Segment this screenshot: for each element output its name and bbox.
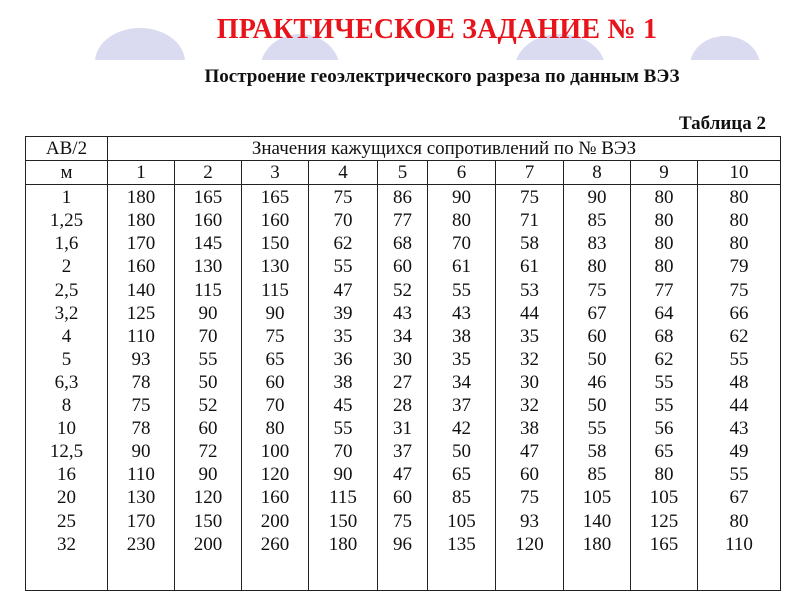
ab-half-value: 4	[26, 325, 108, 348]
resistivity-cell: 39	[309, 302, 378, 325]
resistivity-cell: 43	[698, 417, 781, 440]
resistivity-cell: 34	[428, 371, 496, 394]
resistivity-cell: 80	[242, 417, 309, 440]
table-row	[26, 394, 781, 417]
resistivity-cell: 58	[564, 440, 631, 463]
resistivity-cell: 38	[496, 417, 564, 440]
resistivity-cell: 200	[175, 533, 242, 556]
resistivity-cell: 120	[496, 533, 564, 556]
ab-half-value: 16	[26, 463, 108, 486]
ab-half-value: 8	[26, 394, 108, 417]
resistivity-cell: 35	[428, 348, 496, 371]
column-header-vez-6: 6	[428, 161, 496, 185]
resistivity-cell: 110	[108, 463, 175, 486]
resistivity-cell: 64	[631, 302, 698, 325]
resistivity-cell: 34	[378, 325, 428, 348]
resistivity-cell: 68	[631, 325, 698, 348]
resistivity-cell: 85	[564, 463, 631, 486]
resistivity-cell: 80	[428, 209, 496, 232]
spacer-cell	[496, 556, 564, 591]
resistivity-cell: 80	[631, 185, 698, 210]
resistivity-cell: 75	[378, 510, 428, 533]
resistivity-cell: 90	[309, 463, 378, 486]
table-row	[26, 185, 781, 210]
spacer-cell	[378, 556, 428, 591]
resistivity-cell: 160	[242, 209, 309, 232]
resistivity-cell: 85	[428, 486, 496, 509]
column-header-vez-7: 7	[496, 161, 564, 185]
resistivity-cell: 37	[378, 440, 428, 463]
resistivity-cell: 32	[496, 394, 564, 417]
resistivity-cell: 61	[496, 255, 564, 278]
table-row	[26, 440, 781, 463]
resistivity-cell: 165	[242, 185, 309, 210]
resistivity-cell: 77	[378, 209, 428, 232]
spacer-cell	[564, 556, 631, 591]
resistivity-cell: 130	[108, 486, 175, 509]
resistivity-cell: 75	[309, 185, 378, 210]
resistivity-cell: 72	[175, 440, 242, 463]
resistivity-cell: 50	[564, 348, 631, 371]
resistivity-cell: 49	[698, 440, 781, 463]
table-row	[26, 255, 781, 278]
resistivity-cell: 52	[175, 394, 242, 417]
resistivity-cell: 36	[309, 348, 378, 371]
table-row	[26, 417, 781, 440]
ab-half-value: 6,3	[26, 371, 108, 394]
resistivity-cell: 78	[108, 417, 175, 440]
resistivity-cell: 80	[631, 232, 698, 255]
resistivity-cell: 65	[242, 348, 309, 371]
resistivity-cell: 56	[631, 417, 698, 440]
table-row	[26, 348, 781, 371]
resistivity-cell: 60	[378, 255, 428, 278]
column-header-vez-4: 4	[309, 161, 378, 185]
resistivity-cell: 30	[378, 348, 428, 371]
resistivity-cell: 80	[564, 255, 631, 278]
resistivity-cell: 230	[108, 533, 175, 556]
resistivity-cell: 55	[631, 371, 698, 394]
resistivity-cell: 28	[378, 394, 428, 417]
resistivity-cell: 180	[108, 185, 175, 210]
ab-half-value: 1,6	[26, 232, 108, 255]
resistivity-cell: 80	[698, 510, 781, 533]
resistivity-cell: 90	[175, 302, 242, 325]
column-header-vez-5: 5	[378, 161, 428, 185]
resistivity-cell: 130	[242, 255, 309, 278]
column-header-vez-1: 1	[108, 161, 175, 185]
resistivity-cell: 120	[242, 463, 309, 486]
resistivity-cell: 70	[242, 394, 309, 417]
resistivity-cell: 35	[496, 325, 564, 348]
table-row	[26, 533, 781, 556]
resistivity-cell: 30	[496, 371, 564, 394]
resistivity-cell: 52	[378, 279, 428, 302]
column-header-vez-8: 8	[564, 161, 631, 185]
resistivity-cell: 50	[175, 371, 242, 394]
table-row	[26, 325, 781, 348]
resistivity-cell: 135	[428, 533, 496, 556]
resistivity-cell: 67	[564, 302, 631, 325]
resistivity-cell: 38	[428, 325, 496, 348]
resistivity-cell: 27	[378, 371, 428, 394]
resistivity-table	[25, 136, 781, 591]
resistivity-cell: 53	[496, 279, 564, 302]
resistivity-cell: 83	[564, 232, 631, 255]
table-row	[26, 463, 781, 486]
resistivity-cell: 80	[698, 209, 781, 232]
table-row	[26, 232, 781, 255]
ab-unit-header: м	[26, 161, 108, 185]
resistivity-cell: 68	[378, 232, 428, 255]
table-row	[26, 486, 781, 509]
resistivity-cell: 130	[175, 255, 242, 278]
resistivity-cell: 75	[108, 394, 175, 417]
spacer-cell	[242, 556, 309, 591]
resistivity-cell: 55	[564, 417, 631, 440]
resistivity-cell: 38	[309, 371, 378, 394]
resistivity-cell: 78	[108, 371, 175, 394]
resistivity-cell: 80	[631, 255, 698, 278]
resistivity-cell: 31	[378, 417, 428, 440]
column-header-vez-9: 9	[631, 161, 698, 185]
ab-half-value: 5	[26, 348, 108, 371]
resistivity-cell: 90	[428, 185, 496, 210]
resistivity-cell: 80	[631, 463, 698, 486]
ab-half-value: 10	[26, 417, 108, 440]
spacer-cell	[108, 556, 175, 591]
resistivity-cell: 60	[175, 417, 242, 440]
ab-half-value: 1,25	[26, 209, 108, 232]
resistivity-cell: 55	[309, 255, 378, 278]
resistivity-cell: 75	[242, 325, 309, 348]
resistivity-cell: 43	[428, 302, 496, 325]
resistivity-cell: 105	[564, 486, 631, 509]
resistivity-cell: 70	[309, 209, 378, 232]
resistivity-cell: 42	[428, 417, 496, 440]
resistivity-cell: 55	[175, 348, 242, 371]
spacer-cell	[698, 556, 781, 591]
resistivity-cell: 43	[378, 302, 428, 325]
resistivity-cell: 90	[175, 463, 242, 486]
resistivity-cell: 100	[242, 440, 309, 463]
resistivity-cell: 47	[378, 463, 428, 486]
ab-half-value: 12,5	[26, 440, 108, 463]
resistivity-cell: 55	[698, 463, 781, 486]
resistivity-cell: 96	[378, 533, 428, 556]
resistivity-cell: 160	[242, 486, 309, 509]
resistivity-cell: 90	[108, 440, 175, 463]
resistivity-cell: 200	[242, 510, 309, 533]
resistivity-cell: 75	[496, 185, 564, 210]
resistivity-cell: 62	[698, 325, 781, 348]
resistivity-cell: 180	[564, 533, 631, 556]
table-row	[26, 510, 781, 533]
resistivity-cell: 66	[698, 302, 781, 325]
spacer-cell	[428, 556, 496, 591]
resistivity-cell: 160	[175, 209, 242, 232]
resistivity-cell: 90	[564, 185, 631, 210]
resistivity-cell: 45	[309, 394, 378, 417]
resistivity-cell: 44	[698, 394, 781, 417]
resistivity-cell: 80	[698, 185, 781, 210]
ab-half-value: 32	[26, 533, 108, 556]
resistivity-cell: 32	[496, 348, 564, 371]
slide-title: ПРАКТИЧЕСКОЕ ЗАДАНИЕ № 1	[216, 14, 658, 45]
resistivity-cell: 67	[698, 486, 781, 509]
table-row	[26, 302, 781, 325]
resistivity-cell: 170	[108, 510, 175, 533]
resistivity-cell: 61	[428, 255, 496, 278]
resistivity-cell: 180	[309, 533, 378, 556]
resistivity-cell: 70	[309, 440, 378, 463]
group-header: Значения кажущихся сопротивлений по № ВЭЗ	[108, 137, 781, 161]
resistivity-cell: 150	[242, 232, 309, 255]
resistivity-cell: 60	[496, 463, 564, 486]
resistivity-cell: 50	[564, 394, 631, 417]
column-header-vez-3: 3	[242, 161, 309, 185]
resistivity-cell: 170	[108, 232, 175, 255]
resistivity-cell: 35	[309, 325, 378, 348]
resistivity-cell: 75	[564, 279, 631, 302]
resistivity-cell: 110	[698, 533, 781, 556]
resistivity-cell: 80	[698, 232, 781, 255]
resistivity-cell: 62	[631, 348, 698, 371]
resistivity-cell: 140	[564, 510, 631, 533]
column-header-vez-10: 10	[698, 161, 781, 185]
resistivity-cell: 55	[698, 348, 781, 371]
subtitle: Построение геоэлектрического разреза по данным ВЭЗ	[204, 66, 680, 87]
resistivity-cell: 125	[631, 510, 698, 533]
resistivity-cell: 80	[631, 209, 698, 232]
resistivity-cell: 260	[242, 533, 309, 556]
resistivity-cell: 115	[242, 279, 309, 302]
resistivity-cell: 90	[242, 302, 309, 325]
resistivity-cell: 71	[496, 209, 564, 232]
table-caption: Таблица 2	[678, 113, 766, 134]
ab-half-value: 2,5	[26, 279, 108, 302]
spacer-cell	[309, 556, 378, 591]
resistivity-cell: 46	[564, 371, 631, 394]
resistivity-table-wrapper	[25, 136, 780, 591]
resistivity-cell: 120	[175, 486, 242, 509]
resistivity-cell: 115	[175, 279, 242, 302]
resistivity-cell: 110	[108, 325, 175, 348]
resistivity-cell: 85	[564, 209, 631, 232]
resistivity-cell: 160	[108, 255, 175, 278]
resistivity-cell: 60	[378, 486, 428, 509]
ab-half-value: 25	[26, 510, 108, 533]
resistivity-cell: 55	[309, 417, 378, 440]
resistivity-cell: 65	[631, 440, 698, 463]
resistivity-cell: 55	[631, 394, 698, 417]
ab-half-value: 3,2	[26, 302, 108, 325]
resistivity-cell: 180	[108, 209, 175, 232]
resistivity-cell: 77	[631, 279, 698, 302]
resistivity-cell: 165	[631, 533, 698, 556]
resistivity-cell: 75	[496, 486, 564, 509]
spacer-cell	[175, 556, 242, 591]
resistivity-cell: 65	[428, 463, 496, 486]
column-header-vez-2: 2	[175, 161, 242, 185]
resistivity-cell: 62	[309, 232, 378, 255]
resistivity-cell: 79	[698, 255, 781, 278]
resistivity-cell: 105	[428, 510, 496, 533]
resistivity-cell: 50	[428, 440, 496, 463]
resistivity-cell: 47	[309, 279, 378, 302]
resistivity-cell: 37	[428, 394, 496, 417]
resistivity-cell: 115	[309, 486, 378, 509]
table-row	[26, 371, 781, 394]
resistivity-cell: 60	[564, 325, 631, 348]
resistivity-cell: 55	[428, 279, 496, 302]
table-row	[26, 279, 781, 302]
resistivity-cell: 140	[108, 279, 175, 302]
resistivity-cell: 150	[309, 510, 378, 533]
spacer-cell	[631, 556, 698, 591]
ab-header: АВ/2	[26, 137, 108, 161]
resistivity-cell: 125	[108, 302, 175, 325]
resistivity-cell: 93	[496, 510, 564, 533]
resistivity-cell: 70	[175, 325, 242, 348]
resistivity-cell: 150	[175, 510, 242, 533]
spacer-cell	[26, 556, 108, 591]
resistivity-cell: 93	[108, 348, 175, 371]
resistivity-cell: 70	[428, 232, 496, 255]
table-row	[26, 209, 781, 232]
table-bottom-spacer	[26, 556, 781, 591]
resistivity-cell: 48	[698, 371, 781, 394]
ab-half-value: 2	[26, 255, 108, 278]
resistivity-cell: 44	[496, 302, 564, 325]
resistivity-cell: 60	[242, 371, 309, 394]
resistivity-cell: 75	[698, 279, 781, 302]
resistivity-cell: 86	[378, 185, 428, 210]
resistivity-cell: 58	[496, 232, 564, 255]
ab-half-value: 20	[26, 486, 108, 509]
resistivity-cell: 145	[175, 232, 242, 255]
resistivity-cell: 105	[631, 486, 698, 509]
ab-half-value: 1	[26, 185, 108, 210]
resistivity-cell: 165	[175, 185, 242, 210]
resistivity-cell: 47	[496, 440, 564, 463]
